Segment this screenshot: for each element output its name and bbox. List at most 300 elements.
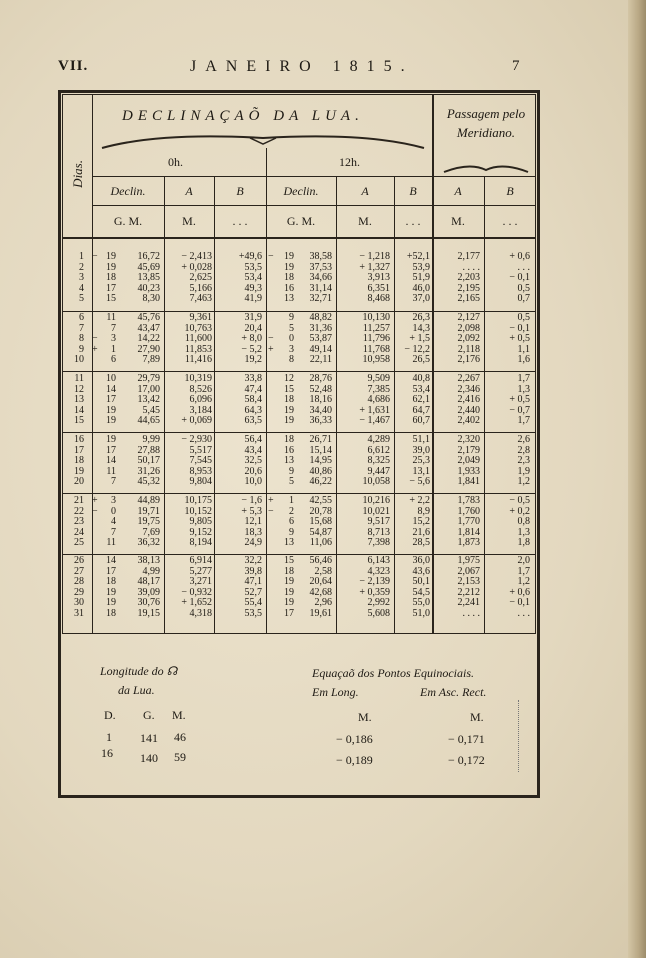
table-column-b0 bbox=[216, 313, 262, 366]
table-cell: 18,16 bbox=[309, 394, 332, 406]
table-cell: + 0,069 bbox=[181, 415, 212, 427]
table-cell: 3 bbox=[111, 495, 116, 506]
table-cell: 8 bbox=[289, 354, 294, 366]
table-cell: 44,65 bbox=[137, 415, 160, 427]
table-cell bbox=[92, 477, 102, 488]
table-cell: 43,6 bbox=[412, 565, 430, 577]
table-cell: 2,212 bbox=[457, 586, 480, 598]
table-cell: 2,267 bbox=[457, 373, 480, 384]
table-cell: 2,195 bbox=[457, 282, 480, 294]
table-cell: 38,13 bbox=[137, 555, 160, 566]
table-cell: 19,15 bbox=[137, 607, 160, 619]
table-cell: . . . . bbox=[462, 607, 480, 619]
table-cell: 11 bbox=[106, 537, 116, 549]
table-cell: 34,66 bbox=[309, 272, 332, 284]
table-cell: 7,463 bbox=[189, 293, 212, 305]
table-cell: 0,8 bbox=[517, 516, 530, 528]
brace-ornament bbox=[100, 130, 426, 152]
table-cell bbox=[268, 538, 278, 549]
equation-unit-asc: M. bbox=[470, 710, 484, 724]
table-column-g0 bbox=[102, 556, 116, 620]
table-cell: 2 bbox=[289, 505, 294, 517]
table-column-days bbox=[64, 435, 84, 488]
table-cell: 1,760 bbox=[457, 505, 480, 517]
table-cell: 2,58 bbox=[314, 565, 332, 577]
table-cell: − 1,218 bbox=[359, 251, 390, 262]
col-passage-a: A bbox=[454, 184, 462, 198]
table-cell: 10,021 bbox=[362, 505, 390, 517]
page-title: JANEIRO 1815. bbox=[190, 58, 414, 75]
table-cell: 64,3 bbox=[244, 404, 262, 416]
table-column-b12 bbox=[396, 374, 430, 427]
table-cell: 9 bbox=[289, 526, 294, 538]
table-cell: 2,176 bbox=[457, 354, 480, 366]
group-separator bbox=[62, 371, 536, 372]
table-column-a12 bbox=[338, 435, 390, 488]
table-cell: 3 bbox=[111, 333, 116, 345]
table-cell bbox=[268, 477, 278, 488]
table-cell: 8,30 bbox=[142, 293, 160, 305]
table-cell: 2,416 bbox=[457, 394, 480, 406]
table-cell: 50,17 bbox=[137, 455, 160, 467]
table-cell: 27,90 bbox=[137, 343, 160, 355]
table-cell: 16 bbox=[74, 434, 84, 445]
table-column-g12 bbox=[278, 374, 294, 427]
table-column-pa bbox=[434, 556, 480, 620]
table-cell: 36,33 bbox=[309, 415, 332, 427]
table-cell: 5,166 bbox=[189, 282, 212, 294]
table-cell: 11,853 bbox=[184, 343, 212, 355]
table-cell: − 2,139 bbox=[359, 576, 390, 588]
table-cell: 18,3 bbox=[244, 526, 262, 538]
longitude-title-line1: Longitude do ☊ bbox=[100, 664, 178, 678]
table-cell: 21 bbox=[74, 495, 84, 506]
table-cell bbox=[268, 313, 278, 324]
table-cell bbox=[92, 374, 102, 385]
table-cell: 27,88 bbox=[137, 444, 160, 456]
table-cell: − bbox=[268, 333, 274, 345]
table-column-a0 bbox=[166, 435, 212, 488]
table-cell: 4,289 bbox=[367, 434, 390, 445]
table-cell: 7,69 bbox=[142, 526, 160, 538]
table-cell: − 0,5 bbox=[509, 495, 530, 506]
table-cell: 2,098 bbox=[457, 322, 480, 334]
table-column-m0 bbox=[120, 556, 160, 620]
table-cell: 17 bbox=[74, 444, 84, 456]
table-cell: 1,2 bbox=[517, 576, 530, 588]
table-cell: 11,06 bbox=[309, 537, 332, 549]
table-cell: 9,152 bbox=[189, 526, 212, 538]
table-cell: + 2,2 bbox=[409, 495, 430, 506]
table-cell: 29,79 bbox=[137, 373, 160, 384]
table-cell: 12 bbox=[74, 383, 84, 395]
table-cell: 14 bbox=[106, 455, 116, 467]
table-cell: 36,0 bbox=[412, 555, 430, 566]
table-cell: 11,257 bbox=[362, 322, 390, 334]
table-cell: 7,398 bbox=[367, 537, 390, 549]
table-cell: 48,17 bbox=[137, 576, 160, 588]
table-cell: 19 bbox=[106, 597, 116, 609]
table-column-s0 bbox=[92, 374, 102, 427]
table-cell: 19 bbox=[284, 576, 294, 588]
table-cell: 1,975 bbox=[457, 555, 480, 566]
table-column-m0 bbox=[120, 435, 160, 488]
table-cell: 2,402 bbox=[457, 415, 480, 427]
table-cell: 27 bbox=[74, 565, 84, 577]
table-cell: 12 bbox=[284, 373, 294, 384]
table-cell: 2 bbox=[79, 261, 84, 273]
table-cell: 11 bbox=[74, 373, 84, 384]
table-cell: 2,127 bbox=[457, 312, 480, 323]
table-cell: 9,805 bbox=[189, 516, 212, 528]
table-cell: 9 bbox=[79, 343, 84, 355]
table-cell: 3,271 bbox=[189, 576, 212, 588]
table-cell: 60,7 bbox=[412, 415, 430, 427]
equation-asc-value: − 0,172 bbox=[448, 753, 485, 767]
table-cell: 63,5 bbox=[244, 415, 262, 427]
longitude-col-d: D. bbox=[104, 708, 116, 722]
table-cell: 64,7 bbox=[412, 404, 430, 416]
table-cell: 1,7 bbox=[517, 415, 530, 427]
table-cell: 20,64 bbox=[309, 576, 332, 588]
table-cell: 8,953 bbox=[189, 465, 212, 477]
equation-long-value: − 0,189 bbox=[336, 753, 373, 767]
table-cell: 17 bbox=[106, 282, 116, 294]
table-cell: + bbox=[268, 343, 274, 355]
table-cell: 4,318 bbox=[189, 607, 212, 619]
table-cell: 18 bbox=[106, 272, 116, 284]
table-cell: 19 bbox=[74, 465, 84, 477]
table-cell: 11 bbox=[106, 312, 116, 323]
table-cell: 14 bbox=[74, 404, 84, 416]
table-cell bbox=[268, 294, 278, 305]
table-column-b0 bbox=[216, 374, 262, 427]
table-cell: 2,177 bbox=[457, 251, 480, 262]
table-cell: 3,184 bbox=[189, 404, 212, 416]
table-cell: 8,713 bbox=[367, 526, 390, 538]
table-cell: 15 bbox=[284, 383, 294, 395]
table-cell: 5,277 bbox=[189, 565, 212, 577]
table-column-s0 bbox=[92, 435, 102, 488]
table-cell: + 8,0 bbox=[241, 333, 262, 345]
table-column-days bbox=[64, 496, 84, 549]
table-cell: 19 bbox=[284, 586, 294, 598]
table-cell: 26 bbox=[74, 555, 84, 566]
table-cell: 49,3 bbox=[244, 282, 262, 294]
table-column-s12 bbox=[268, 252, 278, 305]
table-cell: 30,76 bbox=[137, 597, 160, 609]
table-cell bbox=[268, 556, 278, 567]
table-cell: 19 bbox=[284, 261, 294, 273]
table-cell: 37,0 bbox=[412, 293, 430, 305]
table-cell: 9,804 bbox=[189, 476, 212, 488]
table-cell: 11,600 bbox=[184, 333, 212, 345]
table-cell: 53,4 bbox=[244, 272, 262, 284]
table-cell: 18 bbox=[106, 607, 116, 619]
table-column-g0 bbox=[102, 374, 116, 427]
unit-declin-12: G. M. bbox=[286, 214, 316, 228]
table-cell: 39,0 bbox=[412, 444, 430, 456]
table-cell: 1,933 bbox=[457, 465, 480, 477]
table-column-g12 bbox=[278, 313, 294, 366]
table-column-g12 bbox=[278, 496, 294, 549]
col-passage-b: B bbox=[506, 184, 514, 198]
table-cell: 55,4 bbox=[244, 597, 262, 609]
table-cell bbox=[92, 416, 102, 427]
table-cell: 18 bbox=[284, 272, 294, 284]
table-cell: 11,768 bbox=[362, 343, 390, 355]
table-cell: + 0,2 bbox=[509, 505, 530, 517]
table-column-s12 bbox=[268, 435, 278, 488]
table-cell: 10,130 bbox=[362, 312, 390, 323]
table-cell: 56,46 bbox=[309, 555, 332, 566]
table-cell: − bbox=[92, 251, 98, 262]
table-cell: 2,6 bbox=[517, 434, 530, 445]
group-separator bbox=[62, 432, 536, 433]
table-cell: 4,686 bbox=[367, 394, 390, 406]
table-cell bbox=[268, 416, 278, 427]
table-cell: 2,049 bbox=[457, 455, 480, 467]
table-cell: 1,6 bbox=[517, 354, 530, 366]
table-cell: 4,323 bbox=[367, 565, 390, 577]
table-column-a0 bbox=[166, 556, 212, 620]
table-cell: 5 bbox=[79, 293, 84, 305]
table-column-g12 bbox=[278, 435, 294, 488]
table-cell: 13 bbox=[284, 455, 294, 467]
table-cell: 19 bbox=[106, 251, 116, 262]
table-column-m0 bbox=[120, 496, 160, 549]
table-column-b0 bbox=[216, 252, 262, 305]
table-cell: 28,76 bbox=[309, 373, 332, 384]
table-column-days bbox=[64, 252, 84, 305]
table-cell: 25,3 bbox=[412, 455, 430, 467]
unit-a-12: M. bbox=[358, 214, 372, 228]
table-cell: 53,5 bbox=[244, 261, 262, 273]
table-column-s12 bbox=[268, 313, 278, 366]
table-cell: 14 bbox=[106, 383, 116, 395]
table-cell: 1,873 bbox=[457, 537, 480, 549]
table-cell: 49,14 bbox=[309, 343, 332, 355]
col-declin-12: Declin. bbox=[283, 184, 319, 198]
table-cell: 22,11 bbox=[309, 354, 332, 366]
table-cell: 11 bbox=[106, 465, 116, 477]
table-cell: +49,6 bbox=[238, 251, 262, 262]
table-cell: − bbox=[268, 505, 274, 517]
table-cell: 1,1 bbox=[517, 343, 530, 355]
table-column-m12 bbox=[294, 374, 332, 427]
table-cell: 14,22 bbox=[137, 333, 160, 345]
longitude-row-d: 16 bbox=[101, 746, 113, 760]
table-cell: 58,4 bbox=[244, 394, 262, 406]
table-cell: 15,14 bbox=[309, 444, 332, 456]
table-cell: 9,509 bbox=[367, 373, 390, 384]
table-cell: − 5,6 bbox=[409, 476, 430, 488]
table-cell: 4 bbox=[111, 516, 116, 528]
table-column-b0 bbox=[216, 556, 262, 620]
table-cell: 1,8 bbox=[517, 537, 530, 549]
table-cell: 21,6 bbox=[412, 526, 430, 538]
table-cell: 14,3 bbox=[412, 322, 430, 334]
table-cell: 5 bbox=[289, 476, 294, 488]
table-cell: 39,8 bbox=[244, 565, 262, 577]
days-label: Dias. bbox=[70, 160, 85, 188]
table-cell: − 5,2 bbox=[241, 343, 262, 355]
table-cell: − 0,7 bbox=[509, 404, 530, 416]
equation-unit-long: M. bbox=[358, 710, 372, 724]
table-cell: 7,385 bbox=[367, 383, 390, 395]
table-cell: 19 bbox=[106, 261, 116, 273]
table-cell: − 2,413 bbox=[181, 251, 212, 262]
table-cell bbox=[268, 355, 278, 366]
table-column-a0 bbox=[166, 374, 212, 427]
table-cell: 17 bbox=[106, 394, 116, 406]
table-cell: 17 bbox=[284, 607, 294, 619]
table-cell: 13 bbox=[74, 394, 84, 406]
table-cell: 9,361 bbox=[189, 312, 212, 323]
table-cell: . . . . bbox=[462, 261, 480, 273]
table-cell: 7 bbox=[79, 322, 84, 334]
table-column-m12 bbox=[294, 556, 332, 620]
table-cell: 8,526 bbox=[189, 383, 212, 395]
table-cell: 19,71 bbox=[137, 505, 160, 517]
table-cell: 51,1 bbox=[412, 434, 430, 445]
table-cell: − 2,930 bbox=[181, 434, 212, 445]
table-cell: 10,152 bbox=[184, 505, 212, 517]
table-cell: 51,0 bbox=[412, 607, 430, 619]
table-cell: − 1,6 bbox=[241, 495, 262, 506]
table-cell: 16,72 bbox=[137, 251, 160, 262]
table-column-b12 bbox=[396, 435, 430, 488]
table-cell: 18 bbox=[284, 434, 294, 445]
table-column-m12 bbox=[294, 435, 332, 488]
table-cell: 2,625 bbox=[189, 272, 212, 284]
table-cell: 26,71 bbox=[309, 434, 332, 445]
table-cell: 2,153 bbox=[457, 576, 480, 588]
col-divider bbox=[394, 176, 395, 634]
equation-dotted-rule bbox=[518, 700, 519, 772]
table-cell: 1,3 bbox=[517, 526, 530, 538]
table-cell: 29 bbox=[74, 586, 84, 598]
table-cell: 19 bbox=[106, 415, 116, 427]
colhead-rule bbox=[92, 176, 536, 177]
table-cell bbox=[92, 435, 102, 446]
table-column-a0 bbox=[166, 252, 212, 305]
page-number: 7 bbox=[512, 58, 521, 74]
equation-sub-asc: Em Asc. Rect. bbox=[420, 685, 487, 699]
table-title: DECLINAÇAÕ DA LUA. bbox=[122, 108, 364, 124]
table-column-pa bbox=[434, 313, 480, 366]
table-cell: 50,1 bbox=[412, 576, 430, 588]
table-cell: 31,36 bbox=[309, 322, 332, 334]
table-cell: 2,3 bbox=[517, 455, 530, 467]
table-cell: 4,99 bbox=[142, 565, 160, 577]
table-cell: 13 bbox=[284, 293, 294, 305]
unit-b-0: . . . bbox=[232, 214, 248, 228]
table-cell: + 5,3 bbox=[241, 505, 262, 517]
table-column-pb bbox=[486, 435, 530, 488]
table-column-s0 bbox=[92, 252, 102, 305]
table-cell: 5,608 bbox=[367, 607, 390, 619]
table-cell: 2,96 bbox=[314, 597, 332, 609]
table-column-m12 bbox=[294, 496, 332, 549]
table-cell: 7 bbox=[111, 526, 116, 538]
unit-a-0: M. bbox=[182, 214, 196, 228]
hour-12-label: 12h. bbox=[339, 155, 360, 169]
table-cell: 31,14 bbox=[309, 282, 332, 294]
table-cell: − bbox=[92, 333, 98, 345]
table-cell: 53,87 bbox=[309, 333, 332, 345]
table-cell: 10,319 bbox=[184, 373, 212, 384]
table-cell: 9 bbox=[289, 312, 294, 323]
table-cell: 5 bbox=[289, 322, 294, 334]
table-cell: 32,5 bbox=[244, 455, 262, 467]
table-cell: 62,1 bbox=[412, 394, 430, 406]
table-cell: 2,179 bbox=[457, 444, 480, 456]
body-rule bbox=[62, 237, 536, 239]
table-cell: 1,783 bbox=[457, 495, 480, 506]
table-cell: 2,203 bbox=[457, 272, 480, 284]
table-cell: 2,067 bbox=[457, 565, 480, 577]
col-divider bbox=[164, 176, 165, 634]
table-cell: 1 bbox=[289, 495, 294, 506]
table-cell: 10,0 bbox=[244, 476, 262, 488]
table-cell: 53,4 bbox=[412, 383, 430, 395]
table-column-s12 bbox=[268, 556, 278, 620]
table-cell: 0,5 bbox=[517, 282, 530, 294]
table-cell: − 12,2 bbox=[404, 343, 430, 355]
table-cell: 42,55 bbox=[309, 495, 332, 506]
table-column-days bbox=[64, 374, 84, 427]
table-column-m0 bbox=[120, 252, 160, 305]
table-column-b12 bbox=[396, 252, 430, 305]
table-cell: 19 bbox=[106, 434, 116, 445]
table-cell: 25 bbox=[74, 537, 84, 549]
table-cell: 13,42 bbox=[137, 394, 160, 406]
table-cell: 46,22 bbox=[309, 476, 332, 488]
table-cell: 19 bbox=[284, 415, 294, 427]
table-cell: 1,9 bbox=[517, 465, 530, 477]
table-cell: 6 bbox=[79, 312, 84, 323]
table-cell: 0 bbox=[111, 505, 116, 517]
table-cell bbox=[92, 313, 102, 324]
table-column-s0 bbox=[92, 556, 102, 620]
table-cell: 9,447 bbox=[367, 465, 390, 477]
table-column-b12 bbox=[396, 313, 430, 366]
longitude-row-g: 141 bbox=[140, 731, 158, 745]
table-column-s0 bbox=[92, 313, 102, 366]
table-cell: 7 bbox=[111, 476, 116, 488]
table-cell: + 1,652 bbox=[181, 597, 212, 609]
equation-sub-long: Em Long. bbox=[312, 685, 359, 699]
table-cell: 7 bbox=[111, 322, 116, 334]
table-cell: 2,092 bbox=[457, 333, 480, 345]
table-cell: 46,0 bbox=[412, 282, 430, 294]
table-column-b0 bbox=[216, 435, 262, 488]
table-column-a0 bbox=[166, 313, 212, 366]
table-cell: + 0,359 bbox=[359, 586, 390, 598]
table-column-s12 bbox=[268, 374, 278, 427]
table-cell: 7,89 bbox=[142, 354, 160, 366]
table-cell bbox=[92, 556, 102, 567]
longitude-col-g: G. bbox=[143, 708, 155, 722]
table-column-pa bbox=[434, 252, 480, 305]
table-cell: 28,5 bbox=[412, 537, 430, 549]
table-cell: 1,7 bbox=[517, 565, 530, 577]
table-cell: 2,118 bbox=[457, 343, 480, 355]
col-b-0: B bbox=[236, 184, 244, 198]
table-cell: 17 bbox=[106, 565, 116, 577]
col-a-12: A bbox=[361, 184, 369, 198]
